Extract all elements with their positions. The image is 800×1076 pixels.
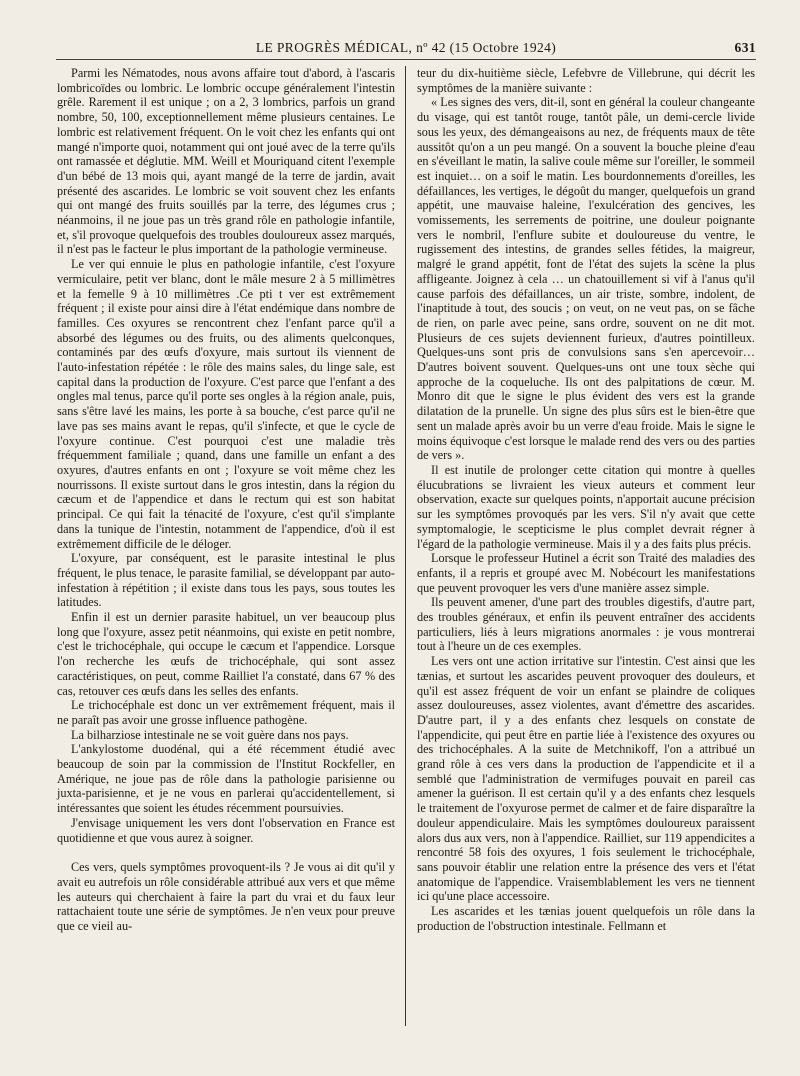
paragraph: Il est inutile de prolonger cette citation qui montre à quelles élucubrations se livraient les vieux auteurs et comment leur observation, exacte sur quelques points, n'apportait aucune précision sur les symptômes provoqués par les vers. S'il n'y avait que cette symptomalogie, le scepticisme le plus complet devrait régner à l'égard de la pathologie vermineuse. Mais il y a des faits plus précis. bbox=[417, 462, 755, 551]
paragraph: Parmi les Nématodes, nous avons affaire tout d'abord, à l'ascaris lombricoïdes ou lombric. Le lombric occupe généralement l'intestin grêle. Rarement il est unique ; on a 2, 3 lombrics, parfois un grand nombre, 50, 100, exceptionnellement même plusieurs centaines. Le lombric est relativement fréquent. On le voit chez les enfants qui ont mangé n'importe quoi, notamment qui ont joué avec de la terre qu'ils ont ramassée et déglutie. MM. Weill et Mouriquand citent l'exemple d'un bébé de 13 mois qui, ayant mangé de la terre de jardin, avait présenté des ascarides. Le lombric se voit souvent chez les enfants qui ont mangé des fruits souillés par la terre, des légumes crus ; néanmoins, il ne joue pas un très grand rôle en pathologie infantile, et, s'il provoque quelquefois des troubles douloureux assez marqués, il n'est pas le facteur le plus important de la pathologie vermineuse. bbox=[57, 66, 395, 257]
paragraph: Les vers ont une action irritative sur l'intestin. C'est ainsi que les tænias, et surtout les ascarides peuvent provoquer des douleurs, et qu'il est assez fréquent de voir un enfant se plaindre de coliques assez douloureuses, assez violentes, avant d'émettre des ascarides. D'autre part, il y a des enfants chez lesquels on constate de l'appendicite, qui peut être en partie liée à l'existence des oxyures ou des trichocéphales. A la suite de Metchnikoff, l'on a attribué un grand rôle à ces vers dans la production de l'appendicite et il a semblé que l'administration de vermifuges pouvait en pareil cas amener la guérison. Il est certain qu'il y a des enfants chez lesquels le traitement de l'oxyurose permet de calmer et de faire disparaître la douleur appendiculaire. Mais les symptômes douloureux paraissent alors dus aux vers, non à l'appendice. Railliet, sur 119 appendicites a rencontré 58 fois des oxyures, 1 fois seulement le trichocéphale, sans pouvoir établir une relation entre la présence des vers et l'état anatomique de l'appendice. Vraisemblablement les vers ne tiennent ici qu'une place accessoire. bbox=[417, 654, 755, 904]
column-separator bbox=[405, 66, 406, 1026]
paragraph: L'oxyure, par conséquent, est le parasite intestinal le plus fréquent, le plus tenace, le parasite familial, se développant par auto-infestation à répétition ; il existe dans tous les pays, sous toutes les latitudes. bbox=[57, 551, 395, 610]
journal-title: LE PROGRÈS MÉDICAL, nº 42 (15 Octobre 1924) bbox=[255, 40, 557, 55]
paragraph: Ces vers, quels symptômes provoquent-ils ? Je vous ai dit qu'il y avait eu autrefois un rôle considérable attribué aux vers et que même les auteurs qui cherchaient à faire la part du vrai et du faux leur rattachaient toute une série de symptômes. Je n'en veux pour preuve que ce vieil au- bbox=[57, 860, 395, 934]
paragraph: teur du dix-huitième siècle, Lefebvre de Villebrune, qui décrit les symptômes de la manière suivante : bbox=[417, 66, 755, 95]
page-number: 631 bbox=[734, 40, 756, 55]
right-column bbox=[417, 66, 755, 933]
paragraph: Ils peuvent amener, d'une part des troubles digestifs, d'autre part, des troubles généraux, et enfin ils peuvent entraîner des accidents particuliers, liés à leurs migrations anormales : je vous montrerai tout à l'heure un de ces exemples. bbox=[417, 595, 755, 654]
paragraph: « Les signes des vers, dit-il, sont en général la couleur changeante du visage, qui est tantôt rouge, tantôt pâle, un demi-cercle livide sous les yeux, des démangeaisons au nez, de fréquents maux de tête aussitôt qu'on a un peu mangé. On a souvent la bouche pleine d'eau en s'éveillant le matin, la salive coule même sur l'oreiller, le sommeil est inquiet… on a soif le matin. Les bourdonnements d'oreilles, les défaillances, les vertiges, le dégoût du manger, quelquefois un grand appétit, une mauvaise haleine, l'exulcération des gencives, les vomissements, les serrements de poitrine, une douleur poignante vers le nombril, l'enflure subite et douloureuse du ventre, le rugissement des intestins, de grandes selles fétides, la maigreur, malgré le grand appétit, font de l'état des sujets la scène la plus affligeante. Joignez à cela … un chatouillement si vif à l'anus qu'il cause parfois des défaillances, un air triste, sombre, indolent, de l'inaptitude à tout, des soucis ; on veut, on ne veut pas, on se fâche de rien, on parle avec peine, sans ordre, souvent on ne dit mot. Plusieurs de ces sujets deviennent furieux, d'autres pointilleux. Quelques-uns sont pris de convulsions sans s'en apercevoir… D'autres boivent souvent. Quelques-uns ont une toux sèche qui approche de la coqueluche. Ils ont des palpitations de cœur. M. Monro dit que le signe le plus évident des vers est la grande dilatation de la prunelle. Un signe des plus sûrs est le bien-être que sent un malade après avoir bu un verre d'eau froide. Mais le signe le moins équivoque c'est lorsque le malade rend des vers ou des parties de vers ». bbox=[417, 95, 755, 463]
paragraph: J'envisage uniquement les vers dont l'observation en France est quotidienne et que vous aurez à soigner. bbox=[57, 815, 395, 845]
paragraph: L'ankylostome duodénal, qui a été récemment étudié avec beaucoup de soin par la commission de l'Institut Rockfeller, en Amérique, ne joue pas de rôle dans la pathologie parisienne ou juxta-parisienne, et je ne vous en parlerai qu'accidentellement, si intéressantes que soient les études récemment poursuivies. bbox=[57, 742, 395, 816]
paragraph: Le ver qui ennuie le plus en pathologie infantile, c'est l'oxyure vermiculaire, petit ver blanc, dont le mâle mesure 2 à 5 millimètres et la femelle 9 à 10 millimètres .Ce pti t ver est extrêmement fréquent ; il existe pour ainsi dire à l'état endémique dans nombre de familles. Ces oxyures se rencontrent chez l'enfant parce qu'il a absorbé des légumes ou des fruits, ou des aliments quelconques, contaminés par des œufs d'oxyure, mais surtout ils viennent de l'auto-infestation répétée : le rôle des mains sales, du linge sale, est capital dans la production de l'oxyure. C'est parce que l'enfant a des ongles mal tenus, parce qu'il porte ses ongles à la région anale, puis, sans s'être lavé les mains, les porte à sa bouche, c'est parce qu'il ne lave pas ses mains avant le repas, qu'il s'infecte, et que le cycle de l'oxyure continue. C'est pourquoi c'est une maladie très fréquemment familiale ; quand, dans une famille un enfant a des oxyures, d'autres enfants en ont ; l'oxyure se voit même chez les nourrissons. Il existe surtout dans le gros intestin, dans la région du cæcum et de l'appendice et dans le rectum qui est son habitat principal. Ce qui fait la ténacité de l'oxyure, c'est qu'il s'implante dans la tunique de l'intestin, notamment de l'appendice, d'où il est extrêmement difficile de le déloger. bbox=[57, 257, 395, 551]
paragraph: Les ascarides et les tænias jouent quelquefois un rôle dans la production de l'obstruction intestinale. Fellmann et bbox=[417, 904, 755, 933]
left-column bbox=[57, 66, 395, 934]
paragraph: La bilharziose intestinale ne se voit guère dans nos pays. bbox=[71, 727, 349, 742]
paragraph: Lorsque le professeur Hutinel a écrit son Traité des maladies des enfants, il a repris et groupé avec M. Nobécourt les manifestations que peuvent provoquer les vers d'une manière assez simple. bbox=[417, 551, 755, 595]
paragraph: Enfin il est un dernier parasite habituel, un ver beaucoup plus long que l'oxyure, assez petit néanmoins, qui existe en petit nombre, c'est le trichocéphale, qui occupe le cæcum et l'appendice. Lorsque l'on recherche les œufs de trichocéphale, qui sont assez caractéristiques, on peut, comme Railliet l'a constaté, dans 67 % des cas, retouver ces œufs dans les selles des enfants. bbox=[57, 610, 395, 698]
paragraph: Le trichocéphale est donc un ver extrêmement fréquent, mais il ne paraît pas avoir une grosse influence pathogène. bbox=[57, 698, 395, 727]
header-rule bbox=[56, 59, 756, 60]
